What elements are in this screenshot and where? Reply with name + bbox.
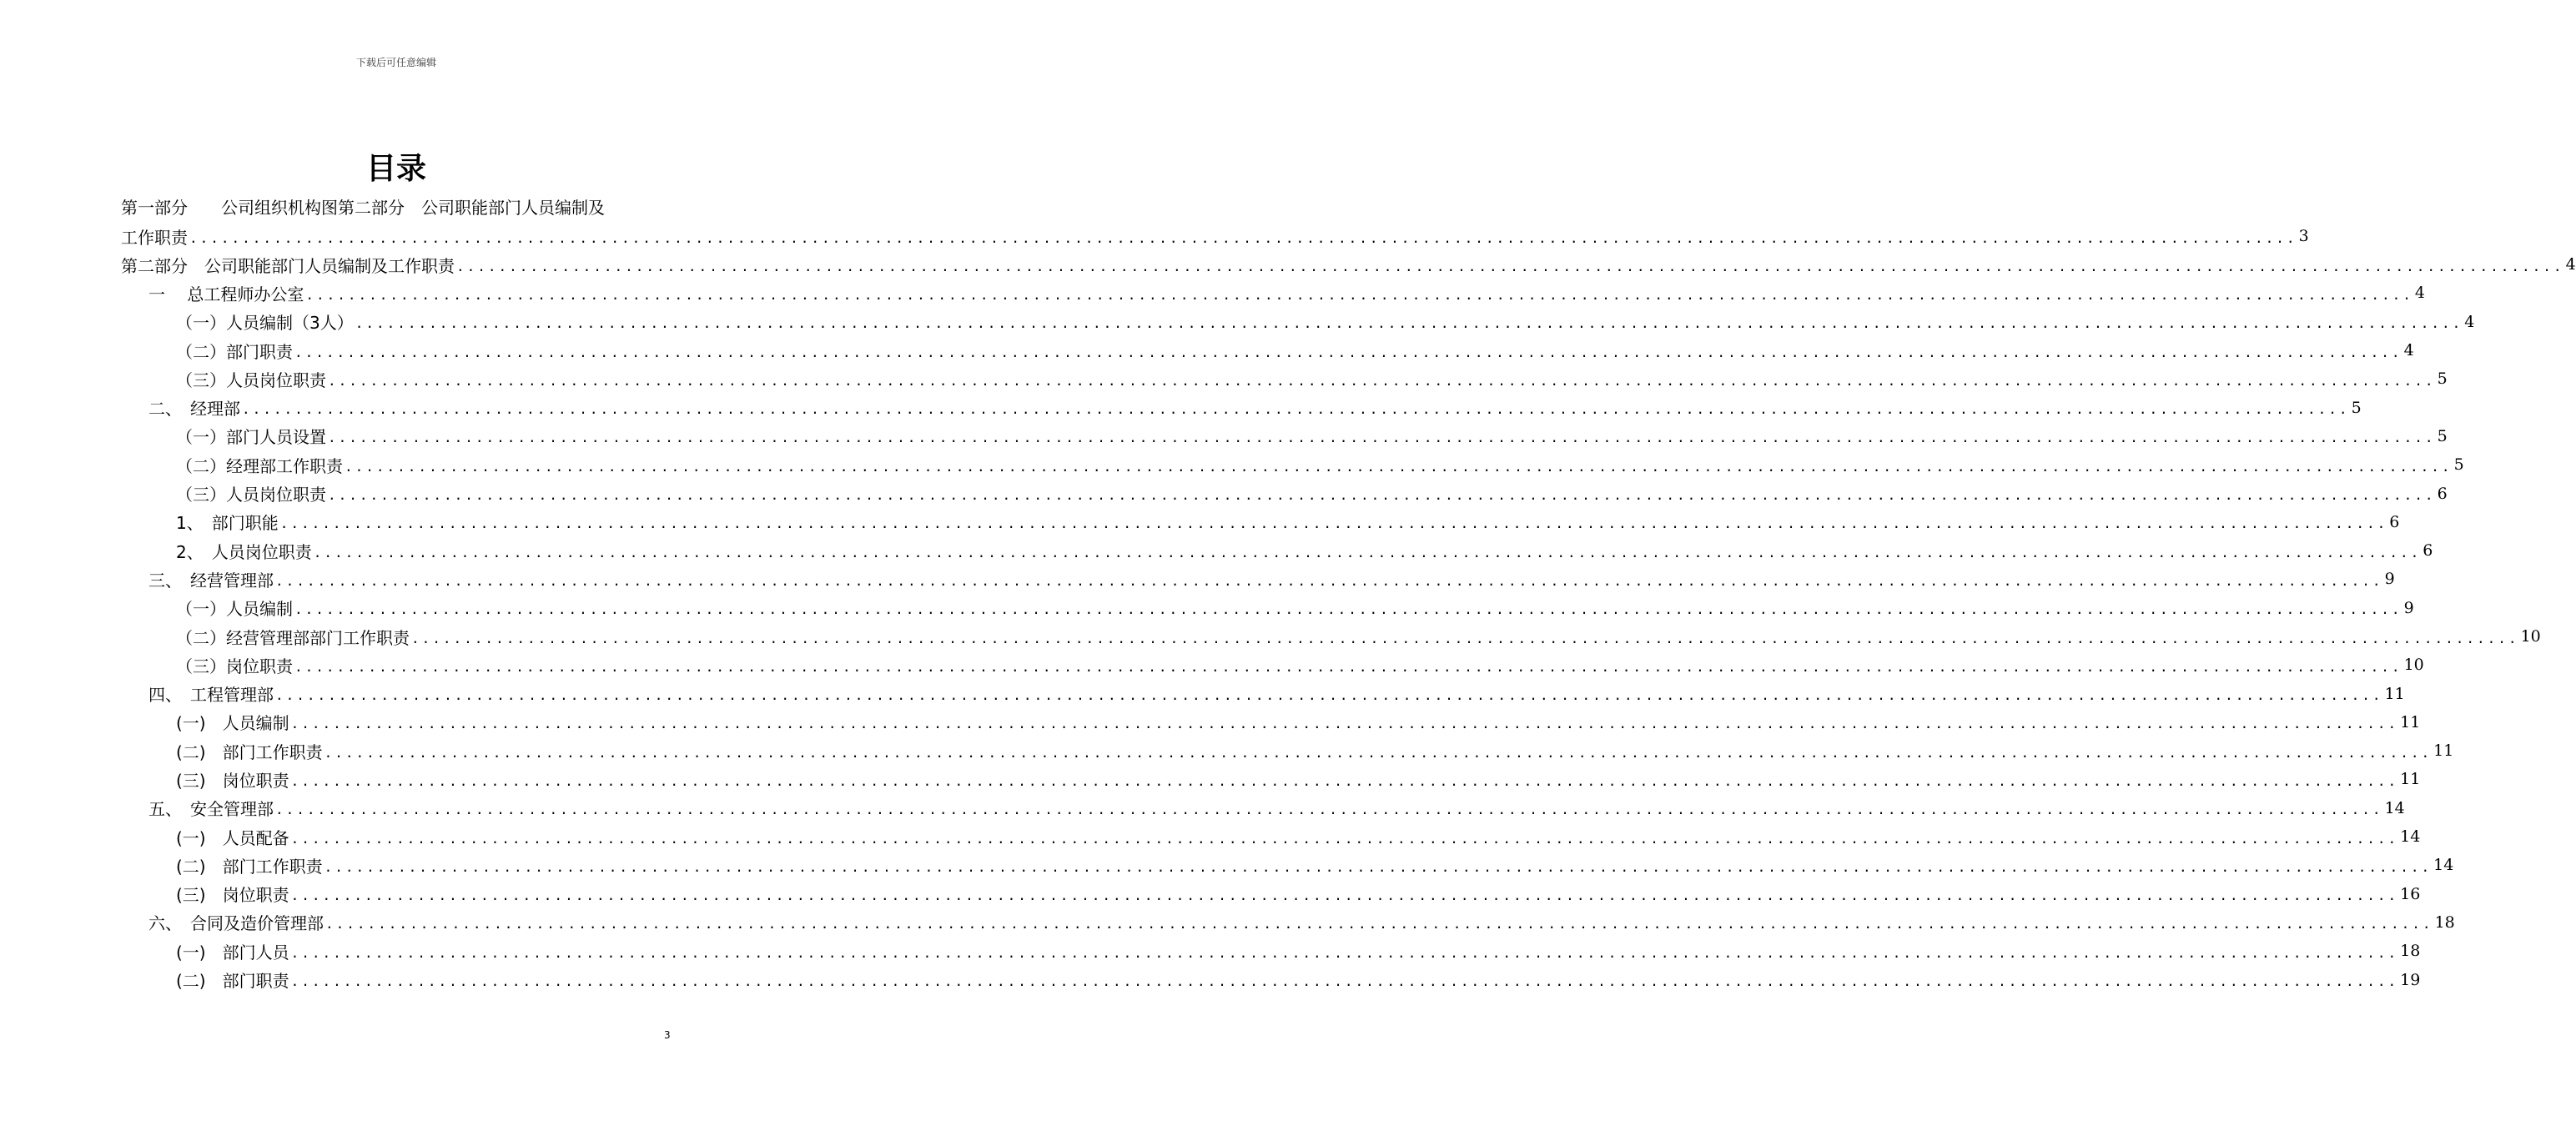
toc-entry-label: (三) 岗位职责 xyxy=(176,770,289,791)
toc-entry-label-line: 第一部分 公司组织机构图第二部分 公司职能部门人员编制及 xyxy=(121,198,605,218)
toc-entry-page: 6 xyxy=(2423,541,2433,560)
toc-entry-label: (二) 部门工作职责 xyxy=(176,741,323,762)
dot-leader: ........................................................................................................................................................................................................ xyxy=(279,515,2388,532)
toc-entry-page: 19 xyxy=(2400,970,2421,989)
toc-entry[interactable] xyxy=(121,364,2448,393)
toc-entry[interactable] xyxy=(121,708,2421,736)
dot-leader: ........................................................................................................................................................................................................ xyxy=(290,830,2399,847)
toc-entry-label: （一）人员编制（3人） xyxy=(176,313,354,334)
toc-entry[interactable] xyxy=(121,250,2576,279)
toc-entry[interactable] xyxy=(121,565,2395,593)
dot-leader: ........................................................................................................................................................................................................ xyxy=(313,544,2422,560)
toc-entry-label: 六、 合同及造价管理部 xyxy=(148,913,324,934)
toc-entry[interactable] xyxy=(121,279,2426,307)
toc-entry-page: 4 xyxy=(2414,284,2426,303)
dot-leader: ........................................................................................................................................................................................................ xyxy=(290,772,2399,789)
toc-entry[interactable] xyxy=(121,393,2362,421)
dot-leader: ........................................................................................................................................................................................................ xyxy=(294,601,2402,618)
dot-leader: ........................................................................................................................................................................................................ xyxy=(275,687,2383,704)
toc-entry-page: 18 xyxy=(2400,942,2421,961)
toc-entry-label: (二) 部门工作职责 xyxy=(176,856,323,877)
dot-leader: ........................................................................................................................................................................................................ xyxy=(242,401,2350,418)
dot-leader: ........................................................................................................................................................................................................ xyxy=(275,802,2383,818)
toc-entry-page: 11 xyxy=(2433,741,2454,761)
toc-entry-label: 一 总工程师办公室 xyxy=(148,284,304,304)
toc-entry-label: 二、 经理部 xyxy=(148,399,240,420)
dot-leader: ........................................................................................................................................................................................................ xyxy=(324,744,2433,761)
toc-entry-page: 14 xyxy=(2433,856,2454,875)
toc-entry-label: 工作职责 xyxy=(121,227,188,248)
toc-entry-label: （二）经理部工作职责 xyxy=(176,455,343,476)
toc-entry-page: 18 xyxy=(2434,912,2455,932)
page-number: 3 xyxy=(664,1029,671,1041)
toc-entry-page: 4 xyxy=(2565,255,2576,274)
toc-entry[interactable] xyxy=(121,508,2400,536)
dot-leader: ........................................................................................................................................................................................................ xyxy=(411,630,2519,646)
toc-entry-label: 四、 工程管理部 xyxy=(148,685,274,706)
toc-entry-page: 16 xyxy=(2400,884,2421,903)
dot-leader: ........................................................................................................................................................................................................ xyxy=(456,258,2564,274)
toc-entry-page: 6 xyxy=(2389,512,2400,531)
toc-entry-page: 4 xyxy=(2464,312,2475,331)
toc-entry[interactable] xyxy=(121,194,2309,250)
toc-entry-label: 第二部分 公司职能部门人员编制及工作职责 xyxy=(121,255,455,276)
toc-entry-page: 14 xyxy=(2400,827,2421,847)
dot-leader: ........................................................................................................................................................................................................ xyxy=(290,716,2399,732)
dot-leader: ........................................................................................................................................................................................................ xyxy=(324,858,2433,875)
toc-entry[interactable] xyxy=(121,651,2424,679)
toc-entry-label: （二）经营管理部部门工作职责 xyxy=(176,627,410,648)
toc-entry[interactable] xyxy=(121,679,2405,707)
dot-leader: ........................................................................................................................................................................................................ xyxy=(328,430,2436,446)
toc-entry[interactable] xyxy=(121,422,2448,450)
dot-leader: ........................................................................................................................................................................................................ xyxy=(294,344,2402,360)
toc-entry-page: 11 xyxy=(2400,770,2421,789)
toc-entry[interactable] xyxy=(121,965,2421,993)
toc-entry[interactable] xyxy=(121,908,2455,937)
toc-entry-label: 2、 人员岗位职责 xyxy=(176,541,312,562)
toc-entry-label: （一）人员编制 xyxy=(176,599,293,620)
toc-entry-page: 5 xyxy=(2437,426,2448,445)
toc-entry-page: 9 xyxy=(2403,598,2414,617)
toc-entry[interactable] xyxy=(121,937,2421,965)
dot-leader: ........................................................................................................................................................................................................ xyxy=(189,229,2297,246)
toc-entry-page: 11 xyxy=(2384,684,2405,703)
toc-entry-page: 5 xyxy=(2351,398,2362,417)
toc-entry[interactable] xyxy=(121,822,2421,851)
dot-leader: ........................................................................................................................................................................................................ xyxy=(290,887,2399,904)
dot-leader: ........................................................................................................................................................................................................ xyxy=(305,286,2413,303)
dot-leader: ........................................................................................................................................................................................................ xyxy=(290,973,2399,990)
toc-entry-label: (二) 部门职责 xyxy=(176,971,289,992)
toc-entry[interactable] xyxy=(121,794,2405,822)
toc-entry-label: (一) 人员编制 xyxy=(176,713,289,734)
toc-entry[interactable] xyxy=(121,536,2433,565)
toc-entry[interactable] xyxy=(121,765,2421,793)
dot-leader: ........................................................................................................................................................................................................ xyxy=(325,916,2433,932)
toc-entry-label: （三）岗位职责 xyxy=(176,656,293,676)
dot-leader: ........................................................................................................................................................................................................ xyxy=(328,372,2436,389)
dot-leader: ........................................................................................................................................................................................................ xyxy=(355,315,2463,332)
toc-entry[interactable] xyxy=(121,308,2475,336)
dot-leader: ........................................................................................................................................................................................................ xyxy=(275,572,2383,589)
toc-entry[interactable] xyxy=(121,450,2464,479)
dot-leader: ........................................................................................................................................................................................................ xyxy=(328,487,2436,504)
toc-entry[interactable] xyxy=(121,336,2414,364)
toc-entry-page: 5 xyxy=(2453,455,2464,475)
toc-entry[interactable] xyxy=(121,851,2454,879)
page-title: 目录 xyxy=(365,152,426,186)
toc-entry[interactable] xyxy=(121,622,2541,651)
toc-entry[interactable] xyxy=(121,479,2448,507)
toc-entry-page: 6 xyxy=(2437,484,2448,503)
toc-entry-page: 11 xyxy=(2400,712,2421,731)
toc-entry-label: （一）部门人员设置 xyxy=(176,427,326,448)
toc-entry-label: (三) 岗位职责 xyxy=(176,885,289,906)
toc-entry-page: 10 xyxy=(2403,656,2424,675)
toc-entry[interactable] xyxy=(121,594,2414,622)
toc-entry-page: 10 xyxy=(2520,627,2541,646)
toc-entry-label: 1、 部门职能 xyxy=(176,513,279,534)
table-of-contents xyxy=(121,194,2576,994)
toc-entry-label: （三）人员岗位职责 xyxy=(176,485,326,505)
toc-entry-label: （二）部门职责 xyxy=(176,341,293,362)
toc-entry-page: 9 xyxy=(2384,570,2395,589)
toc-entry-label: 三、 经营管理部 xyxy=(148,570,274,591)
toc-entry-page: 4 xyxy=(2403,341,2414,360)
toc-entry[interactable] xyxy=(121,880,2421,908)
toc-entry[interactable] xyxy=(121,736,2454,765)
toc-entry-label: (一) 人员配备 xyxy=(176,827,289,848)
toc-entry-page: 5 xyxy=(2437,369,2448,389)
toc-entry-page: 14 xyxy=(2384,798,2405,817)
header-note: 下载后可任意编辑 xyxy=(355,57,436,68)
dot-leader: ........................................................................................................................................................................................................ xyxy=(345,458,2453,475)
dot-leader: ........................................................................................................................................................................................................ xyxy=(290,944,2399,961)
toc-entry-label: (一) 部门人员 xyxy=(176,942,289,963)
toc-entry-page: 3 xyxy=(2298,227,2309,245)
dot-leader: ........................................................................................................................................................................................................ xyxy=(294,658,2402,675)
toc-entry-label: 五、 安全管理部 xyxy=(148,799,274,820)
toc-entry-label: （三）人员岗位职责 xyxy=(176,369,326,390)
